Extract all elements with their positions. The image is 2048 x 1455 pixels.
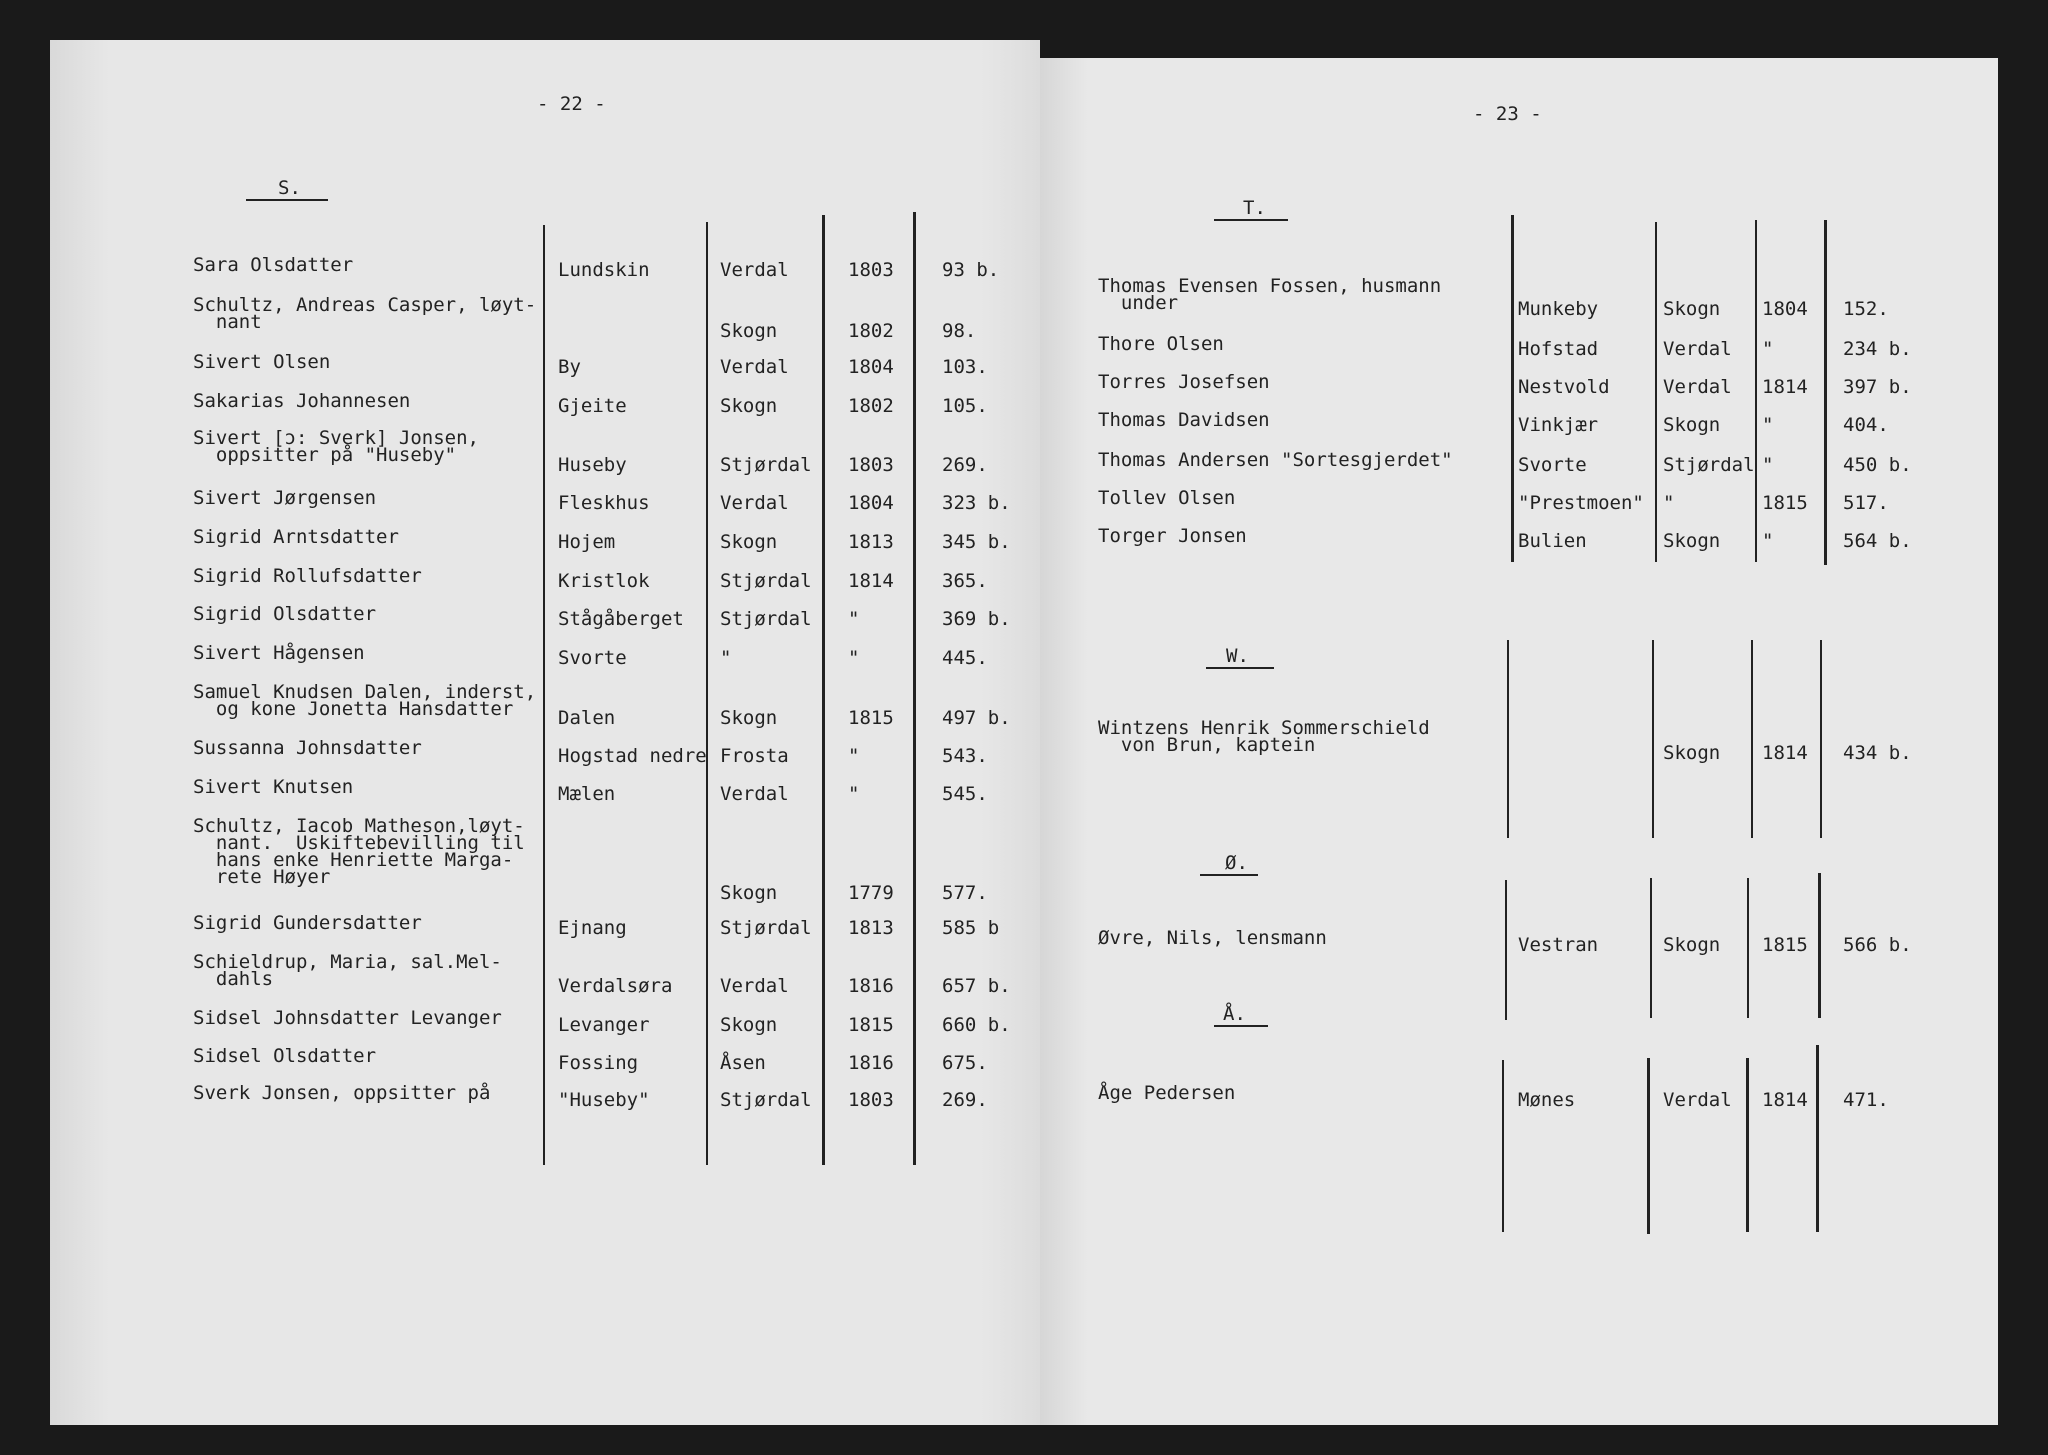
- entry-place: Hofstad: [1518, 338, 1599, 360]
- column-rule: [1824, 220, 1827, 565]
- column-rule: [1820, 640, 1822, 838]
- entry-year: ": [1762, 454, 1774, 476]
- entry-year: 1816: [848, 975, 894, 997]
- column-rule: [1755, 220, 1757, 562]
- entry-place: Levanger: [558, 1014, 650, 1036]
- entry-name: Sussanna Johnsdatter: [193, 737, 422, 759]
- entry-ref: 543.: [942, 745, 988, 767]
- entry-ref: 497 b.: [942, 707, 1011, 729]
- column-rule: [1652, 640, 1654, 838]
- entry-place: Bulien: [1518, 530, 1587, 552]
- entry-year: 1816: [848, 1052, 894, 1074]
- entry-ref: 660 b.: [942, 1014, 1011, 1036]
- entry-name: Sara Olsdatter: [193, 254, 354, 276]
- entry-place: Stågåberget: [558, 608, 684, 630]
- column-rule: [1655, 222, 1657, 562]
- entry-place: Mønes: [1518, 1089, 1576, 1111]
- section-heading-s: S.: [278, 177, 301, 199]
- entry-parish: Skogn: [720, 395, 778, 417]
- column-rule: [1746, 1058, 1749, 1232]
- entry-ref: 365.: [942, 570, 988, 592]
- entry-name: Sivert Knutsen: [193, 776, 354, 798]
- entry-name: Wintzens Henrik Sommerschield von Brun, kaptein: [1098, 717, 1430, 756]
- entry-name: Sidsel Olsdatter: [193, 1045, 377, 1067]
- entry-place: Gjeite: [558, 395, 627, 417]
- entry-ref: 234 b.: [1843, 338, 1912, 360]
- entry-year: 1803: [848, 1089, 894, 1111]
- entry-parish: ": [720, 647, 732, 669]
- left-page: [50, 40, 1040, 1425]
- entry-ref: 93 b.: [942, 259, 1000, 281]
- column-rule: [706, 222, 708, 1165]
- entry-name: Sakarias Johannesen: [193, 390, 411, 412]
- column-rule: [913, 212, 916, 1165]
- entry-ref: 434 b.: [1843, 742, 1912, 764]
- entry-ref: 369 b.: [942, 608, 1011, 630]
- column-rule: [1502, 1060, 1504, 1232]
- entry-parish: Verdal: [720, 975, 789, 997]
- entry-name: Thore Olsen: [1098, 333, 1224, 355]
- entry-place: Kristlok: [558, 570, 650, 592]
- entry-ref: 675.: [942, 1052, 988, 1074]
- entry-year: 1813: [848, 917, 894, 939]
- entry-ref: 585 b: [942, 917, 1000, 939]
- entry-parish: Skogn: [1663, 414, 1721, 436]
- entry-name: Sivert Jørgensen: [193, 487, 377, 509]
- entry-ref: 269.: [942, 454, 988, 476]
- entry-year: 1814: [1762, 376, 1808, 398]
- entry-name: Thomas Evensen Fossen, husmann under: [1098, 275, 1442, 314]
- entry-place: "Huseby": [558, 1089, 650, 1111]
- entry-year: 1803: [848, 454, 894, 476]
- entry-parish: Skogn: [1663, 934, 1721, 956]
- entry-parish: Skogn: [1663, 298, 1721, 320]
- entry-parish: Åsen: [720, 1052, 766, 1074]
- entry-ref: 152.: [1843, 298, 1889, 320]
- entry-name: Sidsel Johnsdatter Levanger: [193, 1007, 502, 1029]
- entry-year: ": [1762, 338, 1774, 360]
- entry-name: Sivert Olsen: [193, 351, 331, 373]
- column-rule: [1747, 878, 1749, 1018]
- entry-parish: Verdal: [720, 259, 789, 281]
- entry-parish: Frosta: [720, 745, 789, 767]
- entry-year: 1804: [848, 356, 894, 378]
- entry-year: 1803: [848, 259, 894, 281]
- section-underline: [1214, 219, 1288, 221]
- entry-parish: Stjørdal: [720, 1089, 812, 1111]
- entry-parish: Verdal: [1663, 376, 1732, 398]
- entry-parish: Stjørdal: [720, 570, 812, 592]
- entry-ref: 517.: [1843, 492, 1889, 514]
- entry-ref: 103.: [942, 356, 988, 378]
- entry-name: Sigrid Arntsdatter: [193, 526, 399, 548]
- entry-parish: Skogn: [720, 531, 778, 553]
- entry-parish: Verdal: [1663, 1089, 1732, 1111]
- entry-name: Sverk Jonsen, oppsitter på: [193, 1082, 491, 1104]
- entry-year: 1813: [848, 531, 894, 553]
- column-rule: [1505, 880, 1507, 1020]
- entry-ref: 345 b.: [942, 531, 1011, 553]
- column-rule: [1816, 1045, 1819, 1232]
- entry-name: Schultz, Andreas Casper, løyt- nant: [193, 294, 537, 333]
- entry-name: Torger Jonsen: [1098, 525, 1247, 547]
- entry-place: Munkeby: [1518, 298, 1599, 320]
- column-rule: [1751, 640, 1753, 838]
- entry-year: 1815: [1762, 492, 1808, 514]
- entry-parish: Skogn: [1663, 742, 1721, 764]
- entry-name: Schieldrup, Maria, sal.Mel- dahls: [193, 951, 502, 990]
- entry-ref: 545.: [942, 783, 988, 805]
- entry-year: ": [1762, 530, 1774, 552]
- entry-name: Schultz, Iacob Matheson,løyt- nant. Uskiftebevilling til hans enke Henriette Marga- rete Høyer: [193, 815, 525, 888]
- entry-year: ": [848, 745, 860, 767]
- entry-ref: 397 b.: [1843, 376, 1912, 398]
- entry-name: Åge Pedersen: [1098, 1082, 1236, 1104]
- entry-year: 1802: [848, 395, 894, 417]
- entry-place: Nestvold: [1518, 376, 1610, 398]
- entry-ref: 445.: [942, 647, 988, 669]
- entry-name: Sigrid Olsdatter: [193, 603, 377, 625]
- entry-place: Mælen: [558, 783, 616, 805]
- entry-year: ": [848, 783, 860, 805]
- entry-parish: Skogn: [720, 882, 778, 904]
- section-heading-oe: Ø.: [1225, 852, 1248, 874]
- entry-ref: 404.: [1843, 414, 1889, 436]
- entry-place: Verdalsøra: [558, 975, 673, 997]
- entry-ref: 564 b.: [1843, 530, 1912, 552]
- entry-parish: Stjørdal: [720, 917, 812, 939]
- page-number-right: - 23 -: [1473, 103, 1542, 125]
- entry-place: By: [558, 356, 581, 378]
- entry-parish: Verdal: [720, 492, 789, 514]
- column-rule: [1647, 1058, 1650, 1234]
- entry-name: Øvre, Nils, lensmann: [1098, 927, 1327, 949]
- entry-name: Thomas Davidsen: [1098, 409, 1270, 431]
- entry-name: Sivert Hågensen: [193, 642, 365, 664]
- entry-ref: 450 b.: [1843, 454, 1912, 476]
- entry-place: Fleskhus: [558, 492, 650, 514]
- entry-year: ": [1762, 414, 1774, 436]
- section-underline: [1200, 874, 1258, 876]
- entry-place: Huseby: [558, 454, 627, 476]
- entry-year: 1815: [848, 707, 894, 729]
- entry-ref: 657 b.: [942, 975, 1011, 997]
- entry-name: Thomas Andersen "Sortesgjerdet": [1098, 449, 1453, 471]
- entry-year: 1815: [848, 1014, 894, 1036]
- column-rule: [1507, 640, 1509, 838]
- entry-parish: Skogn: [720, 707, 778, 729]
- entry-year: 1804: [1762, 298, 1808, 320]
- entry-place: Svorte: [558, 647, 627, 669]
- entry-year: ": [848, 608, 860, 630]
- entry-ref: 566 b.: [1843, 934, 1912, 956]
- column-rule: [1511, 215, 1514, 562]
- column-rule: [543, 225, 545, 1165]
- entry-year: 1814: [1762, 742, 1808, 764]
- entry-parish: Verdal: [720, 356, 789, 378]
- entry-ref: 471.: [1843, 1089, 1889, 1111]
- entry-parish: ": [1663, 492, 1675, 514]
- entry-parish: Stjørdal: [1663, 454, 1755, 476]
- section-heading-aa: Å.: [1223, 1003, 1246, 1025]
- entry-place: Dalen: [558, 707, 616, 729]
- entry-ref: 105.: [942, 395, 988, 417]
- entry-name: Torres Josefsen: [1098, 371, 1270, 393]
- entry-name: Samuel Knudsen Dalen, inderst, og kone Jonetta Hansdatter: [193, 681, 537, 720]
- entry-ref: 269.: [942, 1089, 988, 1111]
- entry-place: Hojem: [558, 531, 616, 553]
- section-underline: [1206, 667, 1274, 669]
- entry-place: "Prestmoen": [1518, 492, 1644, 514]
- entry-name: Sigrid Rollufsdatter: [193, 565, 422, 587]
- entry-parish: Skogn: [720, 320, 778, 342]
- entry-ref: 577.: [942, 882, 988, 904]
- entry-name: Tollev Olsen: [1098, 487, 1236, 509]
- entry-parish: Stjørdal: [720, 454, 812, 476]
- entry-place: Vinkjær: [1518, 414, 1599, 436]
- entry-parish: Verdal: [720, 783, 789, 805]
- entry-year: ": [848, 647, 860, 669]
- column-rule: [1650, 878, 1652, 1018]
- entry-ref: 98.: [942, 320, 977, 342]
- column-rule: [822, 215, 825, 1165]
- entry-year: 1814: [848, 570, 894, 592]
- entry-year: 1814: [1762, 1089, 1808, 1111]
- entry-year: 1815: [1762, 934, 1808, 956]
- entry-year: 1804: [848, 492, 894, 514]
- section-heading-w: W.: [1226, 645, 1249, 667]
- page-number-left: - 22 -: [537, 93, 606, 115]
- entry-name: Sigrid Gundersdatter: [193, 912, 422, 934]
- entry-name: Sivert [ɔ: Sverk] Jonsen, oppsitter på "Huseby": [193, 427, 479, 466]
- entry-year: 1779: [848, 882, 894, 904]
- entry-place: Vestran: [1518, 934, 1599, 956]
- entry-place: Svorte: [1518, 454, 1587, 476]
- entry-place: Ejnang: [558, 917, 627, 939]
- section-heading-t: T.: [1243, 197, 1266, 219]
- entry-place: Lundskin: [558, 259, 650, 281]
- entry-parish: Skogn: [720, 1014, 778, 1036]
- entry-year: 1802: [848, 320, 894, 342]
- section-underline: [246, 199, 328, 201]
- entry-parish: Stjørdal: [720, 608, 812, 630]
- entry-parish: Skogn: [1663, 530, 1721, 552]
- entry-place: Fossing: [558, 1052, 639, 1074]
- section-underline: [1214, 1025, 1268, 1027]
- column-rule: [1818, 873, 1821, 1018]
- entry-place: Hogstad nedre: [558, 745, 707, 767]
- entry-parish: Verdal: [1663, 338, 1732, 360]
- entry-ref: 323 b.: [942, 492, 1011, 514]
